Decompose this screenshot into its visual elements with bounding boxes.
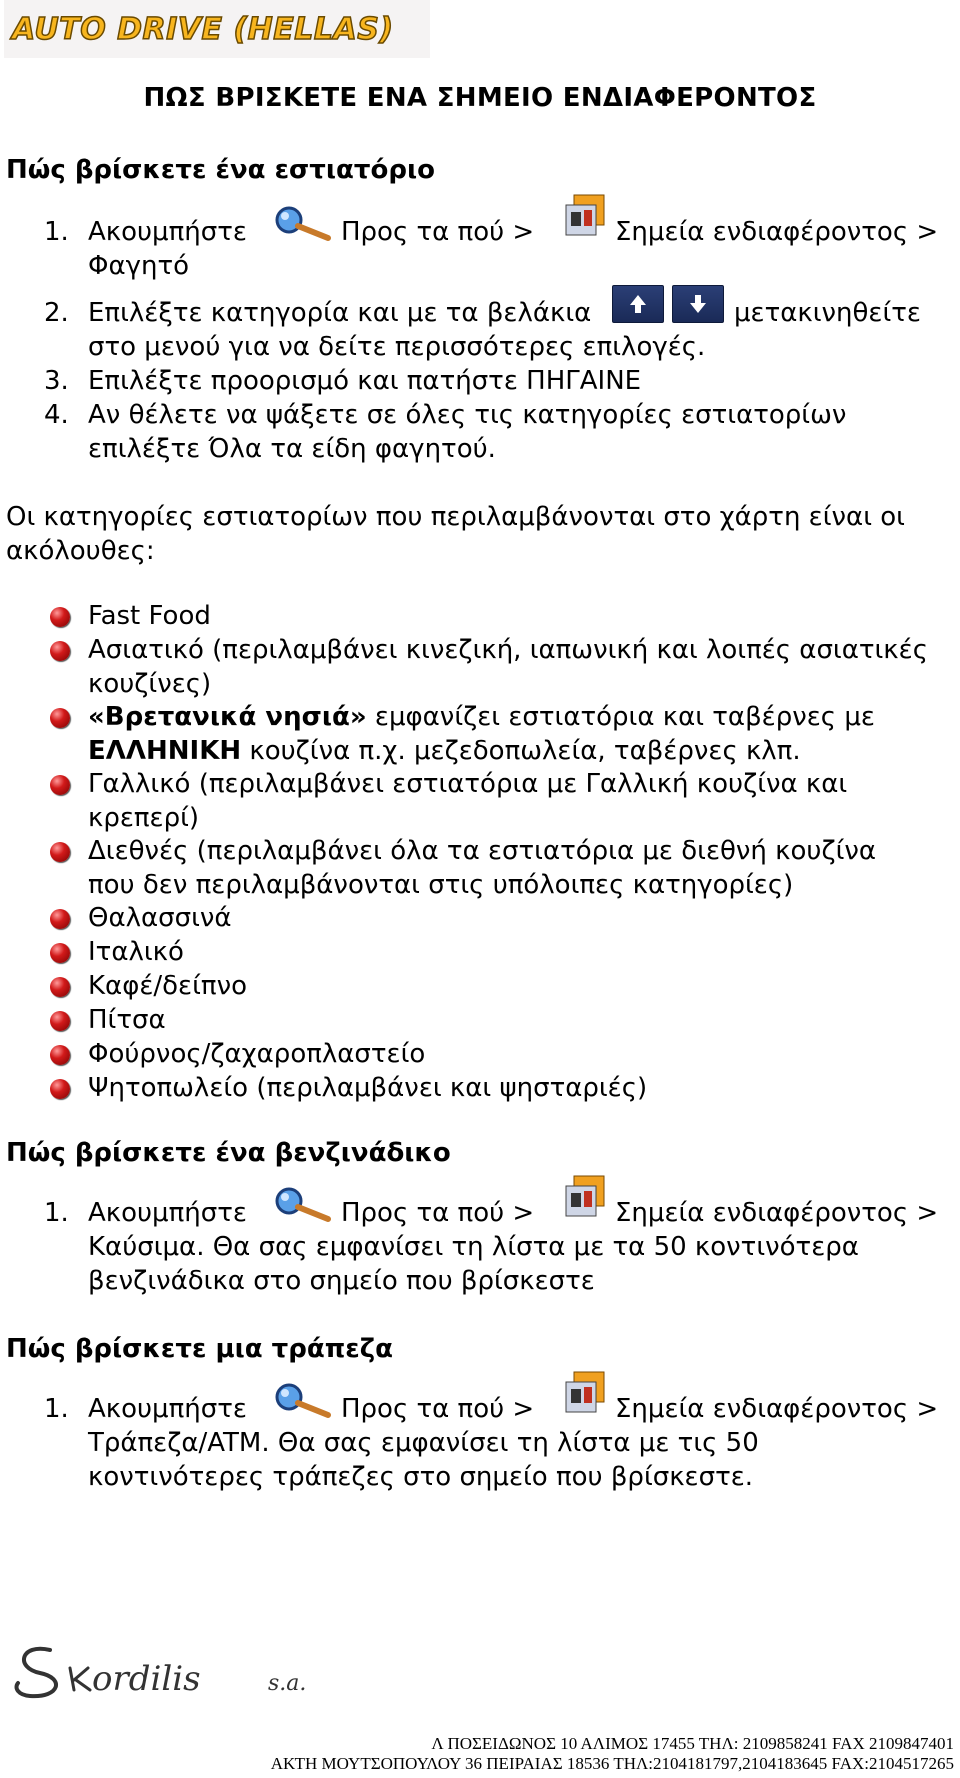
list-item: Φούρνος/ζαχαροπλαστείο [88,1039,426,1069]
step-text: Επιλέξτε κατηγορία και με τα βελάκια [88,298,592,328]
step-text: Καύσιμα. Θα σας εμφανίσει τη λίστα με τα 50 κοντινότερα [88,1232,859,1262]
bullet-icon [50,842,70,862]
step-text: Προς τα πού > [341,1394,535,1424]
page-title: ΠΩΣ ΒΡΙΣΚΕΤΕ ΕΝΑ ΣΗΜΕΙΟ ΕΝΔΙΑΦΕΡΟΝΤΟΣ [143,83,817,113]
step-text: Προς τα πού > [341,1198,535,1228]
points-of-interest-icon [562,1370,608,1416]
step-number: 3. [44,366,69,396]
bullet-icon [50,943,70,963]
footer-address-1: Λ ΠΟΣΕΙΔΩΝΟΣ 10 ΑΛΙΜΟΣ 17455 ΤΗΛ: 2109858241 FAX 2109847401 [431,1734,954,1753]
list-item [88,700,875,734]
list-item: Γαλλικό (περιλαμβάνει εστιατόρια με Γαλλική κουζίνα και [88,769,848,799]
search-magnifier-icon [270,1186,332,1222]
list-item-bold: ΕΛΛΗΝΙΚΗ [88,736,242,766]
step-text: στο μενού για να δείτε περισσότερες επιλογές. [88,332,706,362]
points-of-interest-icon [562,1174,608,1220]
section-heading-fuel: Πώς βρίσκετε ένα βενζινάδικο [6,1138,451,1168]
step-text: βενζινάδικα στο σημείο που βρίσκεστε [88,1266,595,1296]
step-text: Φαγητό [88,251,190,281]
list-item: Ασιατικό (περιλαμβάνει κινεζική, ιαπωνική και λοιπές ασιατικές [88,635,928,665]
svg-text:ordilis: ordilis [92,1659,201,1699]
bullet-icon [50,775,70,795]
bullet-icon [50,607,70,627]
bullet-icon [50,977,70,997]
company-logo [4,0,430,58]
step-text: Προς τα πού > [341,217,535,247]
bullet-icon [50,909,70,929]
bullet-icon [50,1045,70,1065]
step-number: 1. [44,217,69,247]
step-text: Σημεία ενδιαφέροντος > [615,1198,939,1228]
list-item: Ιταλικό [88,937,184,967]
list-item: κρεπερί) [88,803,200,833]
list-item: Fast Food [88,601,211,631]
bullet-icon [50,1079,70,1099]
list-item: που δεν περιλαμβάνονται στις υπόλοιπες κατηγορίες) [88,870,794,900]
list-item: Διεθνές (περιλαμβάνει όλα τα εστιατόρια με διεθνή κουζίνα [88,836,877,866]
list-item-bold: «Βρετανικά νησιά» [88,702,367,732]
step-number: 1. [44,1394,69,1424]
company-signature [10,1628,330,1708]
step-text: κοντινότερες τράπεζες στο σημείο που βρίσκεστε. [88,1462,754,1492]
step-number: 2. [44,298,69,328]
search-magnifier-icon [270,205,332,241]
step-text: Ακουμπήστε [88,1394,247,1424]
step-text: Επιλέξτε προορισμό και πατήστε ΠΗΓΑΙΝΕ [88,366,642,396]
arrow-up-icon [612,285,664,323]
step-text: Ακουμπήστε [88,1198,247,1228]
footer-address-2: ΑΚΤΗ ΜΟΥΤΣΟΠΟΥΛΟΥ 36 ΠΕΙΡΑΙΑΣ 18536 ΤΗΛ:2104181797,2104183645 FAX:2104517265 [270,1754,954,1773]
section-heading-restaurant: Πώς βρίσκετε ένα εστιατόριο [6,155,435,185]
search-magnifier-icon [270,1382,332,1418]
bullet-icon [50,708,70,728]
bullet-icon [50,1011,70,1031]
svg-text:s.a.: s.a. [268,1671,307,1696]
list-item [88,734,801,768]
step-text: Ακουμπήστε [88,217,247,247]
logo-text: AUTO DRIVE (HELLAS) [12,11,394,47]
section-heading-bank: Πώς βρίσκετε μια τράπεζα [6,1334,393,1364]
step-number: 1. [44,1198,69,1228]
step-text: επιλέξτε Όλα τα είδη φαγητού. [88,434,496,464]
step-text: Αν θέλετε να ψάξετε σε όλες τις κατηγορίες εστιατορίων [88,400,847,430]
points-of-interest-icon [562,193,608,239]
list-item: Θαλασσινά [88,903,232,933]
list-item: Καφέ/δείπνο [88,971,247,1001]
categories-intro: Οι κατηγορίες εστιατορίων που περιλαμβάνονται στο χάρτη είναι οι [6,502,905,532]
arrow-down-icon [672,285,724,323]
bullet-icon [50,641,70,661]
list-item: Ψητοπωλείο (περιλαμβάνει και ψησταριές) [88,1073,648,1103]
list-item: Πίτσα [88,1005,166,1035]
list-item: κουζίνες) [88,669,212,699]
step-text: μετακινηθείτε [734,298,921,328]
step-text: Σημεία ενδιαφέροντος > [615,1394,939,1424]
step-text: Τράπεζα/ATM. Θα σας εμφανίσει τη λίστα με τις 50 [88,1428,759,1458]
step-number: 4. [44,400,69,430]
list-item-text: κουζίνα π.χ. μεζεδοπωλεία, ταβέρνες κλπ. [241,736,801,766]
list-item-text: εμφανίζει εστιατόρια και ταβέρνες με [366,702,875,732]
step-text: Σημεία ενδιαφέροντος > [615,217,939,247]
categories-intro: ακόλουθες: [6,536,155,566]
